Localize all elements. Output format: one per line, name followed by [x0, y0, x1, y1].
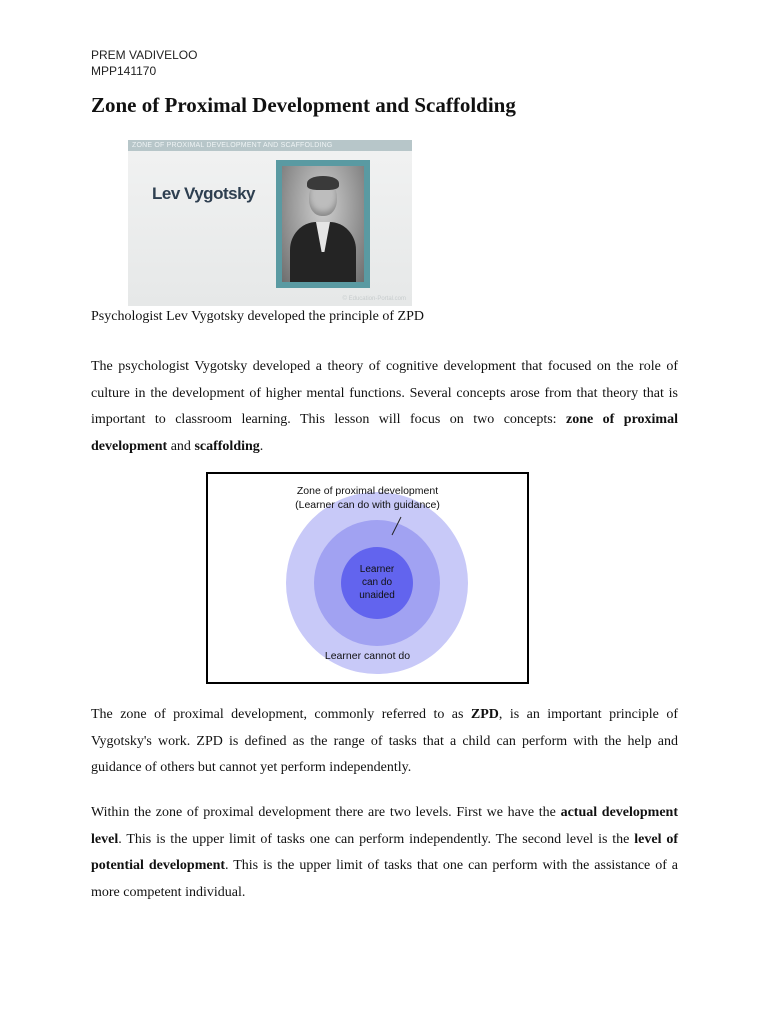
figure-caption: Psychologist Lev Vygotsky developed the principle of ZPD [91, 309, 424, 324]
text-run: , is an important principle of Vygotsky's work. ZPD is defined as the range of tasks that a child can perform with the help and guidance of others but cannot yet perform independently. [91, 707, 678, 776]
text-run: Within the zone of proximal development there are two levels. First we have the [91, 805, 561, 820]
bold-term: level of potential development [91, 831, 679, 874]
bold-term: scaffolding [194, 438, 260, 454]
bold-term: ZPD [470, 707, 499, 722]
zpd-diagram [206, 472, 529, 684]
portrait-photo [282, 166, 364, 282]
image-banner [128, 140, 412, 151]
text-run: . This is the upper limit of tasks one can perform independently. The second level is the [118, 831, 635, 847]
zpd-label [208, 484, 527, 512]
zpd-label-line2: (Learner can do with guidance) [295, 499, 440, 511]
image-banner-text: ZONE OF PROXIMAL DEVELOPMENT AND SCAFFOLDING [132, 142, 333, 149]
document-title: Zone of Proximal Development and Scaffolding [91, 93, 516, 117]
paragraph-intro [91, 354, 678, 460]
bold-term: actual development level [91, 805, 679, 847]
text-run: The psychologist Vygotsky developed a theory of cognitive development that focused on the role of culture in the development of higher mental functions. Several concepts arose from that theory that is important to classroom learning. This lesson will focus on two concepts: [91, 359, 678, 428]
author-name: PREM VADIVELOO [91, 48, 198, 62]
lev-vygotsky-image [128, 140, 412, 306]
inner-label-line2: can do [361, 577, 393, 588]
bold-term: zone of proximal development [91, 412, 678, 454]
inner-label-line1: Learner [359, 564, 395, 575]
text-run: . [259, 438, 264, 454]
inner-label [347, 563, 407, 602]
author-id: MPP141170 [91, 64, 157, 78]
text-run: . This is the upper limit of tasks that one can perform with the assistance of a more competent individual. [91, 858, 678, 900]
outer-label: Learner cannot do [324, 650, 411, 662]
image-name-text: Lev Vygotsky [152, 184, 255, 203]
image-watermark: © Education-Portal.com [342, 296, 406, 302]
inner-label-line3: unaided [359, 590, 395, 601]
text-run: and [167, 438, 195, 454]
text-run: The zone of proximal development, commonly referred to as [91, 707, 471, 722]
author-block [91, 47, 197, 79]
paragraph-zpd-levels [91, 800, 678, 906]
zpd-label-line1: Zone of proximal development [296, 485, 439, 497]
portrait-frame [276, 160, 370, 288]
paragraph-zpd-definition [91, 702, 678, 782]
